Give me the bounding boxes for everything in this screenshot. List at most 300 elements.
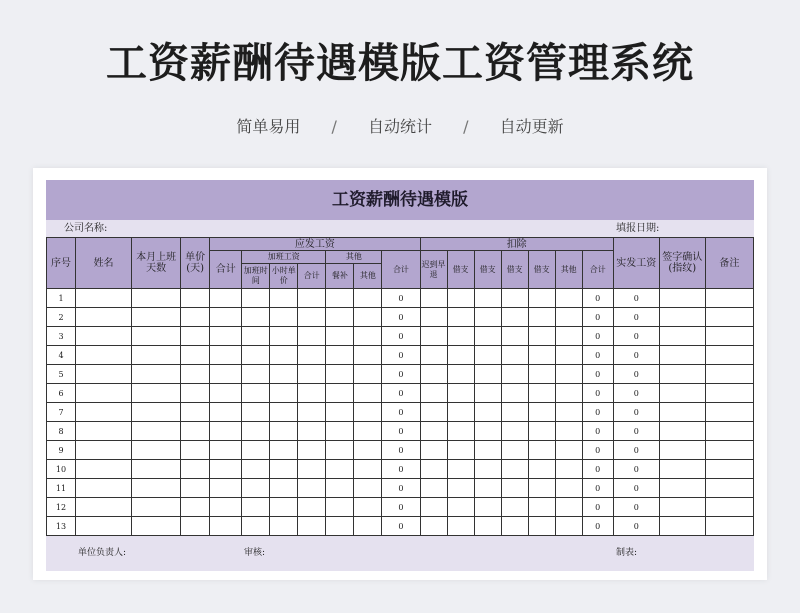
row-overtime-total[interactable] bbox=[298, 498, 326, 517]
row-daily-price[interactable] bbox=[181, 441, 210, 460]
row-loan-3[interactable] bbox=[501, 365, 528, 384]
row-daily-price[interactable] bbox=[181, 422, 210, 441]
row-sign[interactable] bbox=[659, 498, 705, 517]
row-loan-3[interactable] bbox=[501, 479, 528, 498]
row-actual-wage: 0 bbox=[613, 403, 659, 422]
row-sign[interactable] bbox=[659, 384, 705, 403]
row-hourly-price[interactable] bbox=[270, 384, 298, 403]
row-daily-price[interactable] bbox=[181, 365, 210, 384]
row-other[interactable] bbox=[354, 460, 382, 479]
row-overtime-time[interactable] bbox=[242, 441, 270, 460]
row-loan-4[interactable] bbox=[528, 479, 555, 498]
row-overtime-total[interactable] bbox=[298, 289, 326, 308]
row-payable-subtotal[interactable] bbox=[210, 403, 242, 422]
table-row bbox=[47, 441, 754, 460]
row-actual-wage: 0 bbox=[613, 365, 659, 384]
row-payable-subtotal[interactable] bbox=[210, 365, 242, 384]
table-row bbox=[47, 346, 754, 365]
table-row bbox=[47, 327, 754, 346]
sheet-title: 工资薪酬待遇模版 bbox=[46, 180, 754, 220]
review-label: 审核: bbox=[244, 548, 266, 558]
row-meal-allowance[interactable] bbox=[326, 346, 354, 365]
row-sign[interactable] bbox=[659, 346, 705, 365]
row-hourly-price[interactable] bbox=[270, 422, 298, 441]
row-payable-subtotal[interactable] bbox=[210, 498, 242, 517]
row-deduct-total: 0 bbox=[582, 422, 613, 441]
row-payable-sum: 0 bbox=[382, 498, 420, 517]
row-late-early[interactable] bbox=[420, 441, 447, 460]
row-remark[interactable] bbox=[705, 422, 753, 441]
row-other[interactable] bbox=[354, 479, 382, 498]
header-daily-price: 单价(天) bbox=[181, 238, 210, 289]
row-loan-4[interactable] bbox=[528, 308, 555, 327]
row-name[interactable] bbox=[76, 422, 132, 441]
row-deduct-other[interactable] bbox=[555, 308, 582, 327]
row-loan-3[interactable] bbox=[501, 517, 528, 536]
row-actual-wage: 0 bbox=[613, 460, 659, 479]
row-seq: 5 bbox=[47, 365, 76, 384]
table-row bbox=[47, 479, 754, 498]
row-name[interactable] bbox=[76, 517, 132, 536]
row-work-days[interactable] bbox=[132, 327, 181, 346]
row-hourly-price[interactable] bbox=[270, 346, 298, 365]
row-overtime-total[interactable] bbox=[298, 422, 326, 441]
row-work-days[interactable] bbox=[132, 308, 181, 327]
row-work-days[interactable] bbox=[132, 346, 181, 365]
unit-manager-label: 单位负责人: bbox=[78, 548, 127, 558]
row-loan-3[interactable] bbox=[501, 289, 528, 308]
row-loan-4[interactable] bbox=[528, 365, 555, 384]
row-deduct-total: 0 bbox=[582, 403, 613, 422]
row-payable-sum: 0 bbox=[382, 422, 420, 441]
row-actual-wage: 0 bbox=[613, 422, 659, 441]
row-loan-2[interactable] bbox=[474, 327, 501, 346]
row-name[interactable] bbox=[76, 384, 132, 403]
row-loan-4[interactable] bbox=[528, 460, 555, 479]
row-deduct-other[interactable] bbox=[555, 346, 582, 365]
row-seq: 8 bbox=[47, 422, 76, 441]
row-work-days[interactable] bbox=[132, 384, 181, 403]
row-late-early[interactable] bbox=[420, 346, 447, 365]
row-loan-1[interactable] bbox=[447, 498, 474, 517]
row-work-days[interactable] bbox=[132, 403, 181, 422]
row-sign[interactable] bbox=[659, 365, 705, 384]
row-work-days[interactable] bbox=[132, 289, 181, 308]
row-late-early[interactable] bbox=[420, 460, 447, 479]
row-loan-2[interactable] bbox=[474, 403, 501, 422]
row-deduct-other[interactable] bbox=[555, 289, 582, 308]
row-loan-3[interactable] bbox=[501, 498, 528, 517]
row-sign[interactable] bbox=[659, 460, 705, 479]
row-name[interactable] bbox=[76, 327, 132, 346]
row-deduct-total: 0 bbox=[582, 441, 613, 460]
row-payable-sum: 0 bbox=[382, 289, 420, 308]
feature-auto-update: 自动更新 bbox=[499, 117, 564, 136]
header-loan-4: 借支 bbox=[528, 251, 555, 289]
row-deduct-total: 0 bbox=[582, 460, 613, 479]
row-sign[interactable] bbox=[659, 479, 705, 498]
row-sign[interactable] bbox=[659, 517, 705, 536]
row-sign[interactable] bbox=[659, 403, 705, 422]
row-loan-2[interactable] bbox=[474, 346, 501, 365]
row-sign[interactable] bbox=[659, 327, 705, 346]
row-loan-2[interactable] bbox=[474, 289, 501, 308]
row-daily-price[interactable] bbox=[181, 460, 210, 479]
row-hourly-price[interactable] bbox=[270, 365, 298, 384]
header-loan-1: 借支 bbox=[447, 251, 474, 289]
table-row bbox=[47, 403, 754, 422]
row-other[interactable] bbox=[354, 441, 382, 460]
row-seq: 3 bbox=[47, 327, 76, 346]
row-deduct-other[interactable] bbox=[555, 479, 582, 498]
row-payable-sum: 0 bbox=[382, 517, 420, 536]
row-other[interactable] bbox=[354, 498, 382, 517]
row-overtime-total[interactable] bbox=[298, 403, 326, 422]
tabulator-label: 制表: bbox=[616, 548, 638, 558]
row-hourly-price[interactable] bbox=[270, 517, 298, 536]
row-loan-4[interactable] bbox=[528, 327, 555, 346]
row-overtime-total[interactable] bbox=[298, 441, 326, 460]
row-deduct-other[interactable] bbox=[555, 403, 582, 422]
row-actual-wage: 0 bbox=[613, 384, 659, 403]
row-name[interactable] bbox=[76, 308, 132, 327]
row-overtime-time[interactable] bbox=[242, 308, 270, 327]
row-late-early[interactable] bbox=[420, 365, 447, 384]
row-deduct-total: 0 bbox=[582, 289, 613, 308]
salary-table bbox=[46, 237, 754, 536]
row-remark[interactable] bbox=[705, 346, 753, 365]
row-overtime-total[interactable] bbox=[298, 479, 326, 498]
row-daily-price[interactable] bbox=[181, 384, 210, 403]
row-deduct-other[interactable] bbox=[555, 441, 582, 460]
row-loan-3[interactable] bbox=[501, 422, 528, 441]
row-loan-2[interactable] bbox=[474, 441, 501, 460]
row-meal-allowance[interactable] bbox=[326, 498, 354, 517]
row-loan-3[interactable] bbox=[501, 384, 528, 403]
row-seq: 11 bbox=[47, 479, 76, 498]
row-remark[interactable] bbox=[705, 517, 753, 536]
header-deduct-total: 合计 bbox=[582, 251, 613, 289]
row-loan-4[interactable] bbox=[528, 403, 555, 422]
row-hourly-price[interactable] bbox=[270, 327, 298, 346]
row-loan-1[interactable] bbox=[447, 384, 474, 403]
row-daily-price[interactable] bbox=[181, 479, 210, 498]
table-row bbox=[47, 384, 754, 403]
feature-auto-stats: 自动统计 bbox=[367, 117, 432, 136]
row-remark[interactable] bbox=[705, 498, 753, 517]
row-name[interactable] bbox=[76, 498, 132, 517]
row-remark[interactable] bbox=[705, 479, 753, 498]
row-late-early[interactable] bbox=[420, 422, 447, 441]
header-payable-sum: 合计 bbox=[382, 251, 420, 289]
header-loan-2: 借支 bbox=[474, 251, 501, 289]
row-hourly-price[interactable] bbox=[270, 460, 298, 479]
row-loan-4[interactable] bbox=[528, 517, 555, 536]
row-overtime-time[interactable] bbox=[242, 365, 270, 384]
row-loan-1[interactable] bbox=[447, 441, 474, 460]
row-work-days[interactable] bbox=[132, 498, 181, 517]
row-payable-subtotal[interactable] bbox=[210, 460, 242, 479]
row-name[interactable] bbox=[76, 365, 132, 384]
row-remark[interactable] bbox=[705, 327, 753, 346]
row-name[interactable] bbox=[76, 479, 132, 498]
row-name[interactable] bbox=[76, 441, 132, 460]
row-payable-sum: 0 bbox=[382, 327, 420, 346]
header-overtime-time: 加班时间 bbox=[242, 264, 270, 289]
row-other[interactable] bbox=[354, 422, 382, 441]
row-loan-4[interactable] bbox=[528, 289, 555, 308]
row-work-days[interactable] bbox=[132, 460, 181, 479]
row-other[interactable] bbox=[354, 365, 382, 384]
row-actual-wage: 0 bbox=[613, 479, 659, 498]
row-remark[interactable] bbox=[705, 308, 753, 327]
row-meal-allowance[interactable] bbox=[326, 422, 354, 441]
row-other[interactable] bbox=[354, 327, 382, 346]
row-late-early[interactable] bbox=[420, 517, 447, 536]
row-name[interactable] bbox=[76, 289, 132, 308]
row-actual-wage: 0 bbox=[613, 517, 659, 536]
row-loan-1[interactable] bbox=[447, 460, 474, 479]
row-daily-price[interactable] bbox=[181, 498, 210, 517]
row-overtime-time[interactable] bbox=[242, 346, 270, 365]
row-deduct-total: 0 bbox=[582, 365, 613, 384]
row-work-days[interactable] bbox=[132, 517, 181, 536]
row-loan-1[interactable] bbox=[447, 327, 474, 346]
header-loan-3: 借支 bbox=[501, 251, 528, 289]
header-seq: 序号 bbox=[47, 238, 76, 289]
row-loan-3[interactable] bbox=[501, 441, 528, 460]
row-other[interactable] bbox=[354, 517, 382, 536]
salary-sheet bbox=[46, 180, 754, 571]
row-sign[interactable] bbox=[659, 422, 705, 441]
header-other-sub: 其他 bbox=[354, 264, 382, 289]
row-deduct-total: 0 bbox=[582, 327, 613, 346]
header-overtime-wage: 加班工资 bbox=[242, 251, 326, 264]
row-meal-allowance[interactable] bbox=[326, 460, 354, 479]
row-hourly-price[interactable] bbox=[270, 479, 298, 498]
row-name[interactable] bbox=[76, 460, 132, 479]
header-actual-wage: 实发工资 bbox=[613, 238, 659, 289]
separator: / bbox=[463, 117, 469, 136]
row-name[interactable] bbox=[76, 403, 132, 422]
row-seq: 10 bbox=[47, 460, 76, 479]
row-hourly-price[interactable] bbox=[270, 441, 298, 460]
row-deduct-other[interactable] bbox=[555, 517, 582, 536]
row-daily-price[interactable] bbox=[181, 346, 210, 365]
header-name: 姓名 bbox=[76, 238, 132, 289]
row-hourly-price[interactable] bbox=[270, 403, 298, 422]
row-late-early[interactable] bbox=[420, 308, 447, 327]
row-hourly-price[interactable] bbox=[270, 289, 298, 308]
row-loan-3[interactable] bbox=[501, 403, 528, 422]
row-remark[interactable] bbox=[705, 403, 753, 422]
row-loan-2[interactable] bbox=[474, 479, 501, 498]
row-meal-allowance[interactable] bbox=[326, 308, 354, 327]
row-overtime-time[interactable] bbox=[242, 327, 270, 346]
row-sign[interactable] bbox=[659, 289, 705, 308]
row-payable-subtotal[interactable] bbox=[210, 327, 242, 346]
row-overtime-time[interactable] bbox=[242, 498, 270, 517]
row-hourly-price[interactable] bbox=[270, 308, 298, 327]
row-deduct-other[interactable] bbox=[555, 460, 582, 479]
row-daily-price[interactable] bbox=[181, 308, 210, 327]
row-loan-4[interactable] bbox=[528, 441, 555, 460]
row-overtime-total[interactable] bbox=[298, 327, 326, 346]
row-daily-price[interactable] bbox=[181, 327, 210, 346]
row-overtime-time[interactable] bbox=[242, 479, 270, 498]
row-overtime-total[interactable] bbox=[298, 384, 326, 403]
row-other[interactable] bbox=[354, 384, 382, 403]
row-work-days[interactable] bbox=[132, 422, 181, 441]
row-meal-allowance[interactable] bbox=[326, 441, 354, 460]
row-overtime-time[interactable] bbox=[242, 422, 270, 441]
fill-date-label: 填报日期: bbox=[616, 223, 660, 234]
row-actual-wage: 0 bbox=[613, 441, 659, 460]
row-sign[interactable] bbox=[659, 308, 705, 327]
row-seq: 13 bbox=[47, 517, 76, 536]
row-loan-2[interactable] bbox=[474, 384, 501, 403]
row-meal-allowance[interactable] bbox=[326, 517, 354, 536]
row-loan-3[interactable] bbox=[501, 308, 528, 327]
row-work-days[interactable] bbox=[132, 365, 181, 384]
table-row bbox=[47, 460, 754, 479]
row-work-days[interactable] bbox=[132, 441, 181, 460]
row-overtime-time[interactable] bbox=[242, 384, 270, 403]
company-name-label: 公司名称: bbox=[64, 223, 108, 234]
row-loan-1[interactable] bbox=[447, 517, 474, 536]
row-loan-4[interactable] bbox=[528, 498, 555, 517]
row-loan-3[interactable] bbox=[501, 460, 528, 479]
row-actual-wage: 0 bbox=[613, 498, 659, 517]
table-row bbox=[47, 365, 754, 384]
row-meal-allowance[interactable] bbox=[326, 384, 354, 403]
row-other[interactable] bbox=[354, 308, 382, 327]
row-late-early[interactable] bbox=[420, 327, 447, 346]
row-deduct-other[interactable] bbox=[555, 384, 582, 403]
row-late-early[interactable] bbox=[420, 403, 447, 422]
row-deduct-total: 0 bbox=[582, 517, 613, 536]
row-deduct-total: 0 bbox=[582, 384, 613, 403]
row-payable-subtotal[interactable] bbox=[210, 441, 242, 460]
row-daily-price[interactable] bbox=[181, 289, 210, 308]
row-deduct-other[interactable] bbox=[555, 422, 582, 441]
row-loan-1[interactable] bbox=[447, 365, 474, 384]
row-meal-allowance[interactable] bbox=[326, 479, 354, 498]
row-loan-1[interactable] bbox=[447, 403, 474, 422]
row-work-days[interactable] bbox=[132, 479, 181, 498]
header-sign-confirm: 签字确认(指纹) bbox=[659, 238, 705, 289]
row-overtime-time[interactable] bbox=[242, 289, 270, 308]
header-payable-wage: 应发工资 bbox=[210, 238, 420, 251]
row-remark[interactable] bbox=[705, 441, 753, 460]
row-other[interactable] bbox=[354, 289, 382, 308]
row-other[interactable] bbox=[354, 403, 382, 422]
row-loan-2[interactable] bbox=[474, 365, 501, 384]
row-late-early[interactable] bbox=[420, 479, 447, 498]
row-loan-1[interactable] bbox=[447, 289, 474, 308]
sheet-info-row bbox=[46, 220, 754, 237]
header-deduct-other: 其他 bbox=[555, 251, 582, 289]
row-deduct-total: 0 bbox=[582, 498, 613, 517]
row-daily-price[interactable] bbox=[181, 517, 210, 536]
row-remark[interactable] bbox=[705, 365, 753, 384]
row-overtime-total[interactable] bbox=[298, 460, 326, 479]
row-late-early[interactable] bbox=[420, 384, 447, 403]
row-overtime-time[interactable] bbox=[242, 460, 270, 479]
row-loan-1[interactable] bbox=[447, 346, 474, 365]
row-payable-subtotal[interactable] bbox=[210, 479, 242, 498]
row-remark[interactable] bbox=[705, 384, 753, 403]
row-sign[interactable] bbox=[659, 441, 705, 460]
row-loan-3[interactable] bbox=[501, 327, 528, 346]
row-overtime-time[interactable] bbox=[242, 517, 270, 536]
row-payable-sum: 0 bbox=[382, 365, 420, 384]
table-row bbox=[47, 289, 754, 308]
row-overtime-total[interactable] bbox=[298, 308, 326, 327]
row-loan-2[interactable] bbox=[474, 422, 501, 441]
row-payable-subtotal[interactable] bbox=[210, 517, 242, 536]
row-loan-4[interactable] bbox=[528, 346, 555, 365]
row-deduct-other[interactable] bbox=[555, 498, 582, 517]
row-payable-subtotal[interactable] bbox=[210, 384, 242, 403]
row-payable-subtotal[interactable] bbox=[210, 422, 242, 441]
row-payable-subtotal[interactable] bbox=[210, 289, 242, 308]
row-overtime-total[interactable] bbox=[298, 365, 326, 384]
row-deduct-other[interactable] bbox=[555, 327, 582, 346]
row-name[interactable] bbox=[76, 346, 132, 365]
row-payable-subtotal[interactable] bbox=[210, 308, 242, 327]
row-loan-3[interactable] bbox=[501, 346, 528, 365]
row-loan-4[interactable] bbox=[528, 422, 555, 441]
table-row bbox=[47, 422, 754, 441]
row-meal-allowance[interactable] bbox=[326, 289, 354, 308]
row-loan-2[interactable] bbox=[474, 517, 501, 536]
row-remark[interactable] bbox=[705, 289, 753, 308]
row-meal-allowance[interactable] bbox=[326, 365, 354, 384]
row-loan-1[interactable] bbox=[447, 308, 474, 327]
row-deduct-total: 0 bbox=[582, 346, 613, 365]
row-overtime-total[interactable] bbox=[298, 517, 326, 536]
row-meal-allowance[interactable] bbox=[326, 403, 354, 422]
header-other: 其他 bbox=[326, 251, 382, 264]
row-actual-wage: 0 bbox=[613, 327, 659, 346]
row-seq: 2 bbox=[47, 308, 76, 327]
row-loan-2[interactable] bbox=[474, 498, 501, 517]
page-title: 工资薪酬待遇模版工资管理系统 bbox=[106, 39, 694, 87]
row-remark[interactable] bbox=[705, 460, 753, 479]
row-daily-price[interactable] bbox=[181, 403, 210, 422]
row-overtime-time[interactable] bbox=[242, 403, 270, 422]
row-late-early[interactable] bbox=[420, 289, 447, 308]
header-late-early: 迟到早退 bbox=[420, 251, 447, 289]
row-loan-2[interactable] bbox=[474, 460, 501, 479]
row-meal-allowance[interactable] bbox=[326, 327, 354, 346]
row-loan-4[interactable] bbox=[528, 384, 555, 403]
row-hourly-price[interactable] bbox=[270, 498, 298, 517]
row-seq: 9 bbox=[47, 441, 76, 460]
row-loan-2[interactable] bbox=[474, 308, 501, 327]
row-loan-1[interactable] bbox=[447, 422, 474, 441]
row-other[interactable] bbox=[354, 346, 382, 365]
row-deduct-other[interactable] bbox=[555, 365, 582, 384]
table-row bbox=[47, 517, 754, 536]
row-late-early[interactable] bbox=[420, 498, 447, 517]
row-loan-1[interactable] bbox=[447, 479, 474, 498]
header-meal-allowance: 餐补 bbox=[326, 264, 354, 289]
header-work-days: 本月上班天数 bbox=[132, 238, 181, 289]
row-payable-subtotal[interactable] bbox=[210, 346, 242, 365]
row-overtime-total[interactable] bbox=[298, 346, 326, 365]
